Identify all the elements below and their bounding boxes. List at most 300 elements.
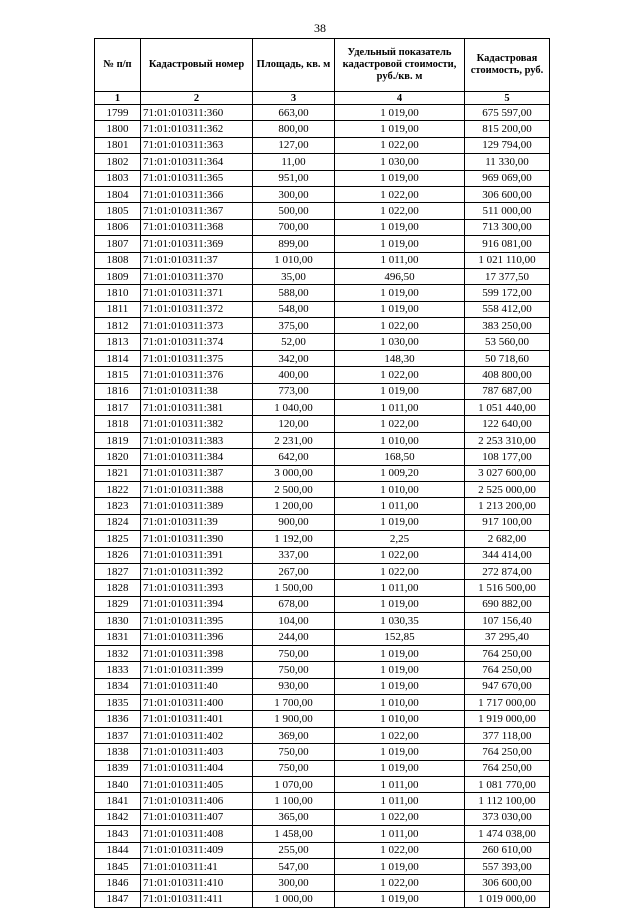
rate-value: 148,30	[335, 350, 465, 366]
table-row	[95, 678, 550, 694]
row-number: 1846	[95, 875, 141, 891]
area-value: 342,00	[253, 350, 335, 366]
cadastral-number: 71:01:010311:363	[141, 137, 253, 153]
row-number: 1834	[95, 678, 141, 694]
rate-value: 1 022,00	[335, 203, 465, 219]
table-row	[95, 744, 550, 760]
row-number: 1805	[95, 203, 141, 219]
area-value: 1 700,00	[253, 695, 335, 711]
rate-value: 1 022,00	[335, 547, 465, 563]
cost-value: 1 717 000,00	[465, 695, 550, 711]
header-num: № п/п	[95, 39, 141, 92]
area-value: 930,00	[253, 678, 335, 694]
cost-value: 1 021 110,00	[465, 252, 550, 268]
area-value: 3 000,00	[253, 465, 335, 481]
cadastral-number: 71:01:010311:393	[141, 580, 253, 596]
cost-value: 1 081 770,00	[465, 777, 550, 793]
cadastral-number: 71:01:010311:387	[141, 465, 253, 481]
rate-value: 1 022,00	[335, 137, 465, 153]
cost-value: 787 687,00	[465, 383, 550, 399]
rate-value: 1 010,00	[335, 432, 465, 448]
row-number: 1839	[95, 760, 141, 776]
cadastral-number: 71:01:010311:396	[141, 629, 253, 645]
rate-value: 1 022,00	[335, 186, 465, 202]
table-row	[95, 285, 550, 301]
cadastral-number: 71:01:010311:39	[141, 514, 253, 530]
table-row	[95, 137, 550, 153]
rate-value: 1 019,00	[335, 760, 465, 776]
rate-value: 1 010,00	[335, 695, 465, 711]
row-number: 1837	[95, 727, 141, 743]
area-value: 951,00	[253, 170, 335, 186]
row-number: 1845	[95, 858, 141, 874]
cost-value: 344 414,00	[465, 547, 550, 563]
header-row	[95, 39, 550, 92]
row-number: 1826	[95, 547, 141, 563]
cost-value: 764 250,00	[465, 744, 550, 760]
cost-value: 272 874,00	[465, 563, 550, 579]
column-number: 3	[253, 92, 335, 105]
cadastral-number: 71:01:010311:405	[141, 777, 253, 793]
table-row	[95, 547, 550, 563]
row-number: 1833	[95, 662, 141, 678]
area-value: 2 500,00	[253, 481, 335, 497]
cadastral-number: 71:01:010311:37	[141, 252, 253, 268]
table-row	[95, 842, 550, 858]
row-number: 1806	[95, 219, 141, 235]
cost-value: 122 640,00	[465, 416, 550, 432]
area-value: 1 192,00	[253, 531, 335, 547]
rate-value: 1 019,00	[335, 514, 465, 530]
cadastral-number: 71:01:010311:362	[141, 121, 253, 137]
table-row	[95, 465, 550, 481]
area-value: 369,00	[253, 727, 335, 743]
rate-value: 1 011,00	[335, 580, 465, 596]
cost-value: 383 250,00	[465, 318, 550, 334]
row-number: 1836	[95, 711, 141, 727]
cadastral-number: 71:01:010311:382	[141, 416, 253, 432]
cadastral-number: 71:01:010311:394	[141, 596, 253, 612]
page-number: 38	[314, 21, 326, 35]
row-number: 1831	[95, 629, 141, 645]
table-row	[95, 350, 550, 366]
table-row	[95, 580, 550, 596]
row-number: 1816	[95, 383, 141, 399]
row-number: 1847	[95, 891, 141, 907]
rate-value: 1 022,00	[335, 367, 465, 383]
cadastral-number: 71:01:010311:388	[141, 481, 253, 497]
cadastral-number: 71:01:010311:395	[141, 613, 253, 629]
cost-value: 408 800,00	[465, 367, 550, 383]
table-row	[95, 629, 550, 645]
row-number: 1844	[95, 842, 141, 858]
area-value: 547,00	[253, 858, 335, 874]
rate-value: 1 011,00	[335, 793, 465, 809]
cost-value: 511 000,00	[465, 203, 550, 219]
area-value: 642,00	[253, 449, 335, 465]
rate-value: 1 019,00	[335, 236, 465, 252]
row-number: 1827	[95, 563, 141, 579]
cadastral-number: 71:01:010311:367	[141, 203, 253, 219]
table-row	[95, 760, 550, 776]
cadastral-number: 71:01:010311:398	[141, 645, 253, 661]
cadastral-number: 71:01:010311:406	[141, 793, 253, 809]
row-number: 1809	[95, 268, 141, 284]
area-value: 244,00	[253, 629, 335, 645]
cost-value: 1 051 440,00	[465, 400, 550, 416]
area-value: 1 200,00	[253, 498, 335, 514]
rate-value: 1 022,00	[335, 416, 465, 432]
header-cost: Кадастровая стоимость, руб.	[465, 39, 550, 92]
cadastral-number: 71:01:010311:375	[141, 350, 253, 366]
row-number: 1801	[95, 137, 141, 153]
rate-value: 1 019,00	[335, 645, 465, 661]
rate-value: 1 010,00	[335, 711, 465, 727]
cost-value: 373 030,00	[465, 809, 550, 825]
cost-value: 2 525 000,00	[465, 481, 550, 497]
row-number: 1802	[95, 154, 141, 170]
rate-value: 1 019,00	[335, 301, 465, 317]
row-number: 1815	[95, 367, 141, 383]
cadastral-number: 71:01:010311:400	[141, 695, 253, 711]
table-row	[95, 121, 550, 137]
row-number: 1824	[95, 514, 141, 530]
area-value: 104,00	[253, 613, 335, 629]
area-value: 750,00	[253, 662, 335, 678]
rate-value: 152,85	[335, 629, 465, 645]
table-row	[95, 809, 550, 825]
row-number: 1828	[95, 580, 141, 596]
area-value: 750,00	[253, 760, 335, 776]
rate-value: 1 019,00	[335, 121, 465, 137]
cadastral-number: 71:01:010311:38	[141, 383, 253, 399]
rate-value: 1 019,00	[335, 285, 465, 301]
table-row	[95, 186, 550, 202]
row-number: 1835	[95, 695, 141, 711]
cost-value: 306 600,00	[465, 875, 550, 891]
cost-value: 969 069,00	[465, 170, 550, 186]
cost-value: 2 253 310,00	[465, 432, 550, 448]
cadastral-number: 71:01:010311:411	[141, 891, 253, 907]
table-row	[95, 400, 550, 416]
cost-value: 107 156,40	[465, 613, 550, 629]
cost-value: 916 081,00	[465, 236, 550, 252]
cadastral-number: 71:01:010311:364	[141, 154, 253, 170]
table-row	[95, 219, 550, 235]
cost-value: 558 412,00	[465, 301, 550, 317]
table-row	[95, 891, 550, 907]
table-row	[95, 826, 550, 842]
area-value: 678,00	[253, 596, 335, 612]
rate-value: 1 019,00	[335, 170, 465, 186]
rate-value: 1 019,00	[335, 383, 465, 399]
area-value: 700,00	[253, 219, 335, 235]
cost-value: 50 718,60	[465, 350, 550, 366]
rate-value: 2,25	[335, 531, 465, 547]
cadastral-number: 71:01:010311:372	[141, 301, 253, 317]
row-number: 1822	[95, 481, 141, 497]
cadastral-number: 71:01:010311:408	[141, 826, 253, 842]
cadastral-number: 71:01:010311:383	[141, 432, 253, 448]
area-value: 900,00	[253, 514, 335, 530]
row-number: 1838	[95, 744, 141, 760]
cadastral-number: 71:01:010311:407	[141, 809, 253, 825]
table-row	[95, 613, 550, 629]
cost-value: 306 600,00	[465, 186, 550, 202]
cost-value: 17 377,50	[465, 268, 550, 284]
rate-value: 1 030,35	[335, 613, 465, 629]
table-row	[95, 318, 550, 334]
cadastral-number: 71:01:010311:368	[141, 219, 253, 235]
cost-value: 3 027 600,00	[465, 465, 550, 481]
cadastral-number: 71:01:010311:389	[141, 498, 253, 514]
rate-value: 1 022,00	[335, 875, 465, 891]
area-value: 800,00	[253, 121, 335, 137]
cadastral-number: 71:01:010311:366	[141, 186, 253, 202]
table-row	[95, 711, 550, 727]
row-number: 1842	[95, 809, 141, 825]
rate-value: 1 019,00	[335, 678, 465, 694]
area-value: 375,00	[253, 318, 335, 334]
area-value: 750,00	[253, 645, 335, 661]
area-value: 1 900,00	[253, 711, 335, 727]
table-row	[95, 236, 550, 252]
cadastral-number: 71:01:010311:376	[141, 367, 253, 383]
cadastral-number: 71:01:010311:41	[141, 858, 253, 874]
cadastral-number: 71:01:010311:403	[141, 744, 253, 760]
rate-value: 1 019,00	[335, 596, 465, 612]
cadastral-number: 71:01:010311:410	[141, 875, 253, 891]
cost-value: 53 560,00	[465, 334, 550, 350]
header-area: Площадь, кв. м	[253, 39, 335, 92]
cost-value: 260 610,00	[465, 842, 550, 858]
column-number-row	[95, 92, 550, 105]
area-value: 500,00	[253, 203, 335, 219]
area-value: 1 010,00	[253, 252, 335, 268]
row-number: 1823	[95, 498, 141, 514]
row-number: 1818	[95, 416, 141, 432]
table-row	[95, 695, 550, 711]
row-number: 1817	[95, 400, 141, 416]
cadastral-number: 71:01:010311:360	[141, 105, 253, 121]
row-number: 1799	[95, 105, 141, 121]
row-number: 1829	[95, 596, 141, 612]
cost-value: 764 250,00	[465, 645, 550, 661]
rate-value: 168,50	[335, 449, 465, 465]
area-value: 1 100,00	[253, 793, 335, 809]
area-value: 1 458,00	[253, 826, 335, 842]
rate-value: 496,50	[335, 268, 465, 284]
row-number: 1812	[95, 318, 141, 334]
area-value: 1 000,00	[253, 891, 335, 907]
cost-value: 1 474 038,00	[465, 826, 550, 842]
rate-value: 1 011,00	[335, 498, 465, 514]
area-value: 52,00	[253, 334, 335, 350]
area-value: 548,00	[253, 301, 335, 317]
rate-value: 1 011,00	[335, 826, 465, 842]
area-value: 120,00	[253, 416, 335, 432]
rate-value: 1 019,00	[335, 105, 465, 121]
table-row	[95, 514, 550, 530]
row-number: 1830	[95, 613, 141, 629]
area-value: 267,00	[253, 563, 335, 579]
row-number: 1800	[95, 121, 141, 137]
table-row	[95, 531, 550, 547]
cadastral-number: 71:01:010311:369	[141, 236, 253, 252]
cost-value: 599 172,00	[465, 285, 550, 301]
column-number: 1	[95, 92, 141, 105]
row-number: 1810	[95, 285, 141, 301]
table-row	[95, 645, 550, 661]
cadastral-number: 71:01:010311:381	[141, 400, 253, 416]
table-row	[95, 383, 550, 399]
cost-value: 37 295,40	[465, 629, 550, 645]
cadastral-number: 71:01:010311:404	[141, 760, 253, 776]
area-value: 337,00	[253, 547, 335, 563]
rate-value: 1 022,00	[335, 318, 465, 334]
row-number: 1811	[95, 301, 141, 317]
area-value: 400,00	[253, 367, 335, 383]
area-value: 1 500,00	[253, 580, 335, 596]
area-value: 300,00	[253, 186, 335, 202]
header-cadastral-number: Кадастровый номер	[141, 39, 253, 92]
area-value: 588,00	[253, 285, 335, 301]
table-row	[95, 170, 550, 186]
row-number: 1814	[95, 350, 141, 366]
table-row	[95, 875, 550, 891]
cost-value: 11 330,00	[465, 154, 550, 170]
row-number: 1808	[95, 252, 141, 268]
table-body	[95, 105, 550, 908]
area-value: 300,00	[253, 875, 335, 891]
row-number: 1820	[95, 449, 141, 465]
row-number: 1841	[95, 793, 141, 809]
row-number: 1807	[95, 236, 141, 252]
cadastral-number: 71:01:010311:40	[141, 678, 253, 694]
row-number: 1825	[95, 531, 141, 547]
column-number: 4	[335, 92, 465, 105]
cadastral-number: 71:01:010311:365	[141, 170, 253, 186]
rate-value: 1 019,00	[335, 744, 465, 760]
rate-value: 1 009,20	[335, 465, 465, 481]
header-rate: Удельный показатель кадастровой стоимости, руб./кв. м	[335, 39, 465, 92]
table-row	[95, 252, 550, 268]
cadastral-number: 71:01:010311:371	[141, 285, 253, 301]
cost-value: 1 516 500,00	[465, 580, 550, 596]
rate-value: 1 011,00	[335, 777, 465, 793]
cost-value: 713 300,00	[465, 219, 550, 235]
cost-value: 917 100,00	[465, 514, 550, 530]
area-value: 365,00	[253, 809, 335, 825]
row-number: 1819	[95, 432, 141, 448]
area-value: 255,00	[253, 842, 335, 858]
rate-value: 1 019,00	[335, 891, 465, 907]
table-row	[95, 858, 550, 874]
cadastral-number: 71:01:010311:401	[141, 711, 253, 727]
cadastral-number: 71:01:010311:399	[141, 662, 253, 678]
cost-value: 557 393,00	[465, 858, 550, 874]
row-number: 1832	[95, 645, 141, 661]
cadastral-number: 71:01:010311:391	[141, 547, 253, 563]
rate-value: 1 022,00	[335, 842, 465, 858]
area-value: 750,00	[253, 744, 335, 760]
cadastral-number: 71:01:010311:384	[141, 449, 253, 465]
cost-value: 764 250,00	[465, 662, 550, 678]
table-row	[95, 498, 550, 514]
row-number: 1821	[95, 465, 141, 481]
cadastral-number: 71:01:010311:373	[141, 318, 253, 334]
table-row	[95, 727, 550, 743]
rate-value: 1 030,00	[335, 154, 465, 170]
table-row	[95, 154, 550, 170]
rate-value: 1 022,00	[335, 563, 465, 579]
cadastral-number: 71:01:010311:392	[141, 563, 253, 579]
cost-value: 764 250,00	[465, 760, 550, 776]
cost-value: 947 670,00	[465, 678, 550, 694]
area-value: 773,00	[253, 383, 335, 399]
cost-value: 815 200,00	[465, 121, 550, 137]
cost-value: 675 597,00	[465, 105, 550, 121]
row-number: 1813	[95, 334, 141, 350]
rate-value: 1 010,00	[335, 481, 465, 497]
area-value: 127,00	[253, 137, 335, 153]
cost-value: 1 112 100,00	[465, 793, 550, 809]
cost-value: 690 882,00	[465, 596, 550, 612]
row-number: 1804	[95, 186, 141, 202]
rate-value: 1 030,00	[335, 334, 465, 350]
cadastral-number: 71:01:010311:390	[141, 531, 253, 547]
cadastral-number: 71:01:010311:374	[141, 334, 253, 350]
cost-value: 1 213 200,00	[465, 498, 550, 514]
area-value: 11,00	[253, 154, 335, 170]
rate-value: 1 022,00	[335, 727, 465, 743]
table-row	[95, 481, 550, 497]
table-row	[95, 793, 550, 809]
area-value: 35,00	[253, 268, 335, 284]
area-value: 2 231,00	[253, 432, 335, 448]
rate-value: 1 019,00	[335, 662, 465, 678]
rate-value: 1 022,00	[335, 809, 465, 825]
cost-value: 1 919 000,00	[465, 711, 550, 727]
rate-value: 1 019,00	[335, 858, 465, 874]
area-value: 1 040,00	[253, 400, 335, 416]
table-row	[95, 105, 550, 121]
cost-value: 129 794,00	[465, 137, 550, 153]
cadastral-number: 71:01:010311:409	[141, 842, 253, 858]
table-row	[95, 563, 550, 579]
cost-value: 377 118,00	[465, 727, 550, 743]
table-row	[95, 334, 550, 350]
column-number: 2	[141, 92, 253, 105]
area-value: 663,00	[253, 105, 335, 121]
cadastral-number: 71:01:010311:370	[141, 268, 253, 284]
rate-value: 1 019,00	[335, 219, 465, 235]
table-row	[95, 662, 550, 678]
table-row	[95, 416, 550, 432]
table-row	[95, 203, 550, 219]
cost-value: 108 177,00	[465, 449, 550, 465]
table-row	[95, 596, 550, 612]
table-row	[95, 301, 550, 317]
cadastral-number: 71:01:010311:402	[141, 727, 253, 743]
cost-value: 1 019 000,00	[465, 891, 550, 907]
column-number: 5	[465, 92, 550, 105]
row-number: 1843	[95, 826, 141, 842]
table-row	[95, 777, 550, 793]
row-number: 1803	[95, 170, 141, 186]
area-value: 899,00	[253, 236, 335, 252]
table-row	[95, 268, 550, 284]
